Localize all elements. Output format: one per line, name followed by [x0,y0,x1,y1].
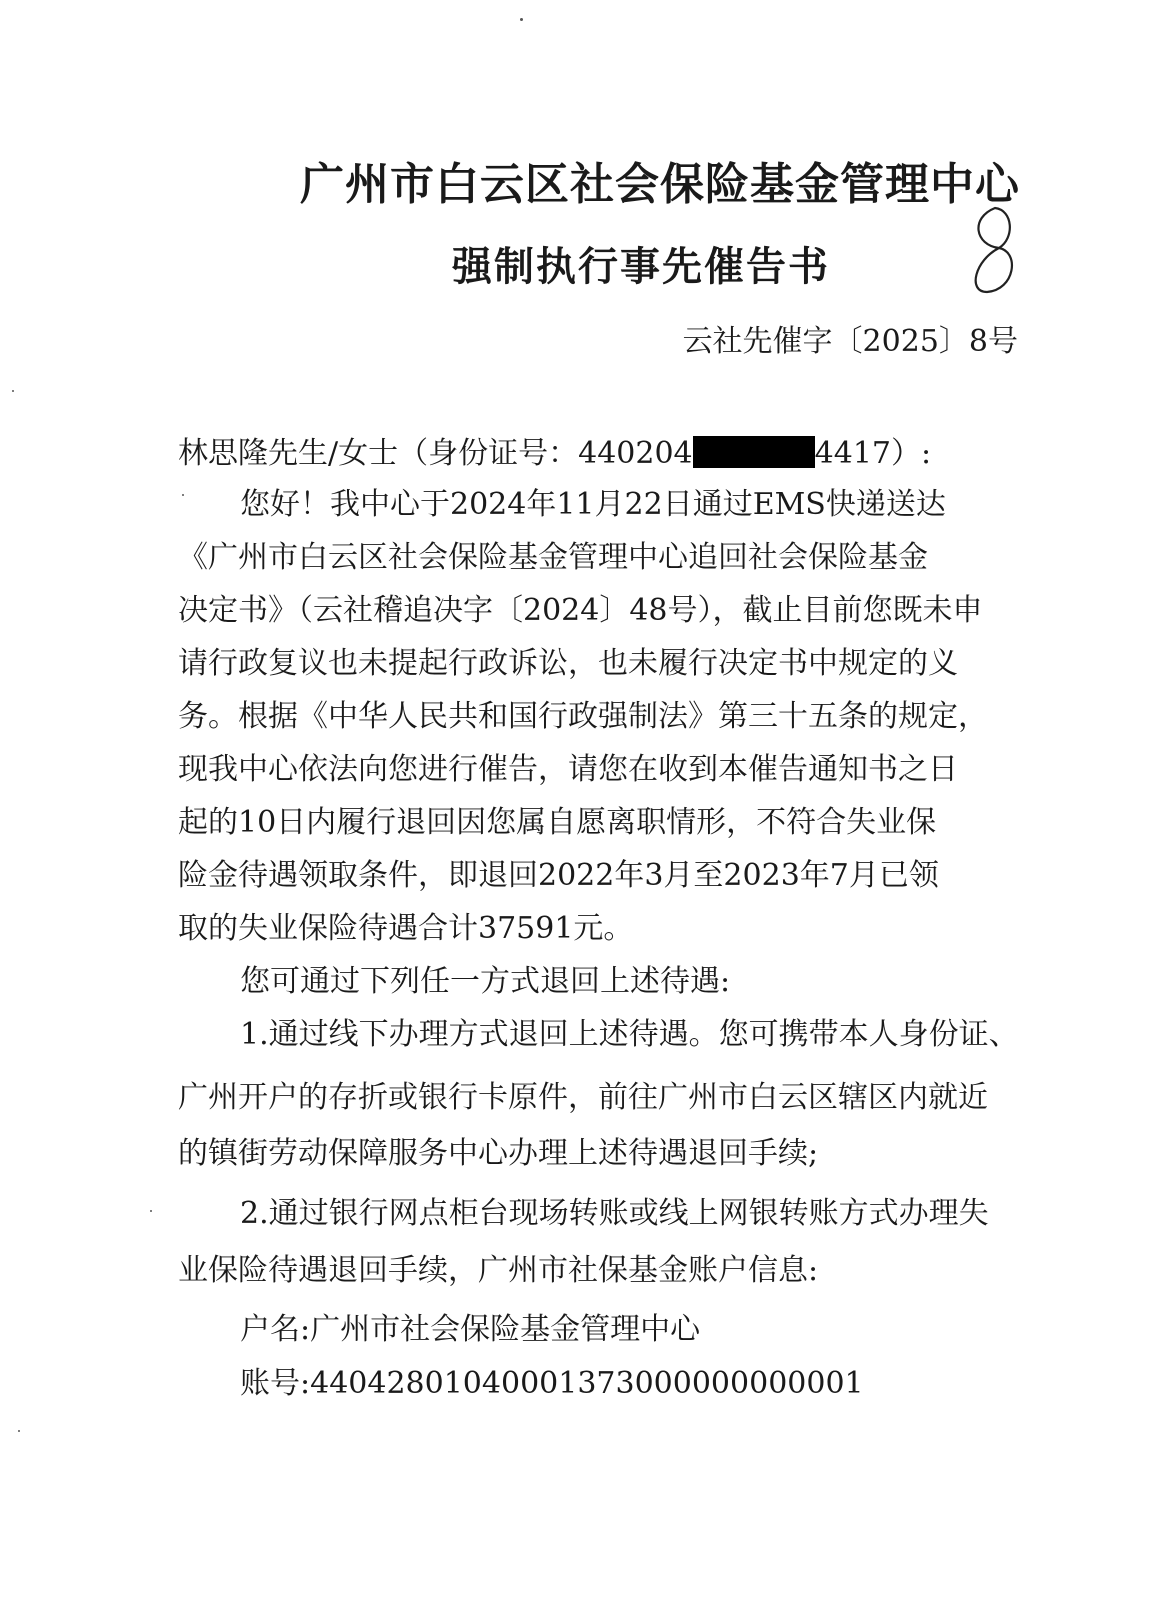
scan-speck [150,1210,152,1212]
scan-speck [12,390,14,392]
document-subtitle: 强制执行事先催告书 [452,243,830,290]
body-line: 取的失业保险待遇合计37591元。 [178,911,634,946]
redaction-bar [693,436,815,468]
scan-speck [520,18,523,21]
document-title: 广州市白云区社会保险基金管理中心 [300,159,1020,210]
body-line: 1.通过线下办理方式退回上述待遇。您可携带本人身份证、 [240,1017,1019,1052]
addressee-suffix: 4417）: [814,436,932,471]
body-line: 2.通过银行网点柜台现场转账或线上网银转账方式办理失 [240,1196,989,1231]
body-line: 起的10日内履行退回因您属自愿离职情形，不符合失业保 [178,805,937,840]
body-line: 务。根据《中华人民共和国行政强制法》第三十五条的规定， [178,699,988,734]
account-name: 户名:广州市社会保险基金管理中心 [240,1312,701,1347]
body-line: 您可通过下列任一方式退回上述待遇: [240,964,731,999]
addressee-prefix: 林思隆先生/女士（身份证号：440204 [178,436,693,471]
body-line: 业保险待遇退回手续，广州市社保基金账户信息: [178,1253,819,1288]
body-line: 请行政复议也未提起行政诉讼，也未履行决定书中规定的义 [178,646,958,681]
body-line: 您好！我中心于2024年11月22日通过EMS快递送达 [240,487,946,522]
body-line: 险金待遇领取条件，即退回2022年3月至2023年7月已领 [178,858,939,893]
addressee-line [178,436,931,472]
body-line: 广州开户的存折或银行卡原件，前往广州市白云区辖区内就近 [178,1080,988,1115]
document-number: 云社先催字〔2025〕8号 [682,324,1018,359]
scan-speck [18,1430,20,1432]
body-line: 决定书》（云社稽追决字〔2024〕48号），截止目前您既未申 [178,593,983,628]
handwritten-number-mark [965,200,1025,300]
body-line: 《广州市白云区社会保险基金管理中心追回社会保险基金 [178,540,928,575]
scan-speck [182,494,184,496]
account-number: 账号:44042801040001373000000000001 [240,1366,864,1401]
body-line: 的镇街劳动保障服务中心办理上述待遇退回手续; [178,1136,819,1171]
body-line: 现我中心依法向您进行催告，请您在收到本催告通知书之日 [178,752,958,787]
